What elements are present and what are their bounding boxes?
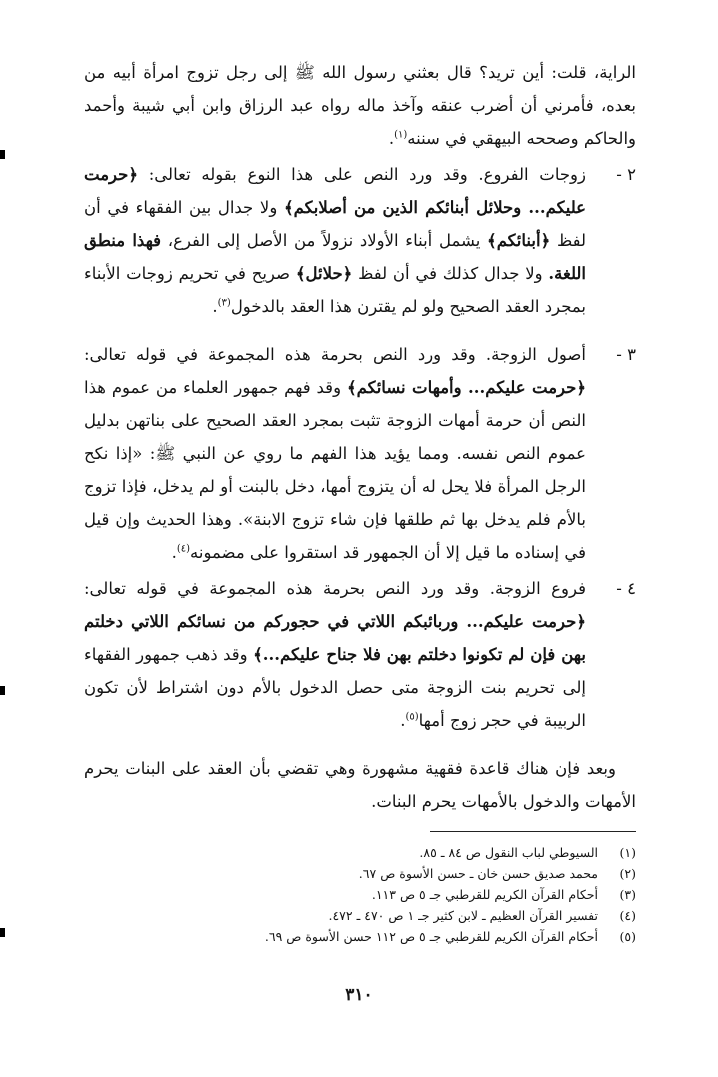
item-text: صريح في تحريم زوجات الأبناء بمجرد العقد الصحيح ولو لم يقترن هذا العقد بالدخول <box>84 264 586 316</box>
item-text: ولا جدال بين الفقهاء في أن لفظ <box>84 198 587 250</box>
item-text: يشمل أبناء الأولاد نزولاً من الأصل إلى الفرع، <box>167 231 481 250</box>
footnote-number: (٣) <box>619 887 636 902</box>
item-text: وقد ذهب جمهور الفقهاء إلى تحريم بنت الزوجة متى حصل الدخول بالأم دون اشتراط لأن تكون الربيبة في حجر زوج أمها <box>84 645 586 730</box>
scan-edge-mark <box>0 686 5 695</box>
list-item <box>84 572 636 737</box>
footnote-text: أحكام القرآن الكريم للقرطبي جـ ٥ ص ١١٢ حسن الأسوة ص ٦٩. <box>264 929 598 944</box>
quran-quote: ﴿أبنائكم﴾ <box>487 231 551 250</box>
footnote-ref: (٥) <box>405 711 419 723</box>
list-item <box>84 338 636 569</box>
item-text: زوجات الفروع. وقد ورد النص على هذا النوع بقوله تعالى: <box>148 165 586 184</box>
footnote-number: (٢) <box>619 866 636 881</box>
item-text: فروع الزوجة. وقد ورد النص بحرمة هذه المجموعة في قوله تعالى: <box>84 579 586 598</box>
quran-quote: ﴿حرمت عليكم... وحلائل أبنائكم الذين من أصلابكم﴾ <box>84 165 587 217</box>
footnote-text: السيوطي لباب النقول ص ٨٤ ـ ٨٥. <box>419 845 598 860</box>
quran-quote: ﴿حرمت عليكم... وربائبكم اللاتي في حجوركم من نسائكم اللاتي دخلتم بهن فإن لم تكونوا دخلتم بهن فلا جناح عليكم...﴾ <box>84 612 586 664</box>
closing-paragraph: وبعد فإن هناك قاعدة فقهية مشهورة وهي تقضي بأن العقد على البنات يحرم الأمهات والدخول بالأمهات يحرم البنات. <box>84 759 636 811</box>
quran-quote: ﴿حلائل﴾ <box>295 264 353 283</box>
scan-edge-mark <box>0 928 5 937</box>
item-body <box>84 338 586 569</box>
item-end: . <box>171 543 177 562</box>
footnote-text: أحكام القرآن الكريم للقرطبي جـ ٥ ص ١١٣. <box>371 887 598 902</box>
quran-quote: ﴿حرمت عليكم... وأمهات نسائكم﴾ <box>346 378 587 397</box>
footnote-ref: (٣) <box>217 297 231 309</box>
footnote-text: تفسير القرآن العظيم ـ لابن كثير جـ ١ ص ٤٧٠ ـ ٤٧٢. <box>328 908 598 923</box>
item-number: ٤ - <box>616 579 636 598</box>
item-body <box>84 572 586 737</box>
footnote-item <box>84 905 636 926</box>
item-text: وهذا الحديث وإن قيل في إسناده ما قيل إلا أن الجمهور قد استقروا على مضمونه <box>84 510 586 562</box>
item-end: . <box>400 711 406 730</box>
scan-edge-mark <box>0 150 5 159</box>
footnote-item <box>84 842 636 863</box>
footnote-item <box>84 926 636 947</box>
footnote-number: (٤) <box>619 908 636 923</box>
footnote-number: (٥) <box>619 929 636 944</box>
item-text: أصول الزوجة. وقد ورد النص بحرمة هذه المجموعة في قوله تعالى: <box>84 345 586 364</box>
emphasis-text: فهذا منطق اللغة. <box>84 231 587 283</box>
page-number: ٣١٠ <box>345 985 373 1005</box>
footnote-separator <box>430 831 636 832</box>
intro-text: الراية، قلت: أين تريد؟ قال بعثني رسول الله ﷺ إلى رجل تزوج امرأة أبيه من بعده، فأمرني أن أضرب عنقه وآخذ ماله رواه عبد الرزاق وابن أبي شيبة وأحمد والحاكم وصححه البيهقي في سننه <box>84 63 636 148</box>
footnote-ref: (٤) <box>176 543 191 555</box>
intro-paragraph: الراية، قلت: أين تريد؟ قال بعثني رسول الله ﷺ إلى رجل تزوج امرأة أبيه من بعده، فأمرني أن أضرب عنقه وآخذ ماله رواه عبد الرزاق وابن أبي شيبة وأحمد والحاكم وصححه البيهقي في سننه$^{(١)}$. <box>84 63 636 148</box>
item-number: ٣ - <box>616 345 636 364</box>
item-number: ٢ - <box>616 165 636 184</box>
item-text: ولا جدال كذلك في أن لفظ <box>358 264 543 283</box>
footnote-item <box>84 863 636 884</box>
footnotes-list <box>84 842 636 947</box>
footnote-text: محمد صديق حسن خان ـ حسن الأسوة ص ٦٧. <box>358 866 598 881</box>
list-item <box>84 158 636 323</box>
footnote-number: (١) <box>619 845 636 860</box>
item-body: زوجات الفروع. وقد ورد النص على هذا النوع بقوله تعالى: ﴿حرمت عليكم... وحلائل أبنائكم الذين من أصلابكم﴾ ولا جدال بين الفقهاء في أن لفظ ﴿أبنائكم﴾ يشمل أبناء الأولاد نزولاً من الأصل إلى الفرع، فهذا منطق اللغة. ولا جدال كذلك في أن لفظ ﴿حلائل﴾ صريح في تحريم زوجات الأبناء بمجرد العقد الصحيح ولو لم يقترن هذا العقد بالدخول$^{(٣)}$. <box>84 165 587 316</box>
footnote-item <box>84 884 636 905</box>
footnote-ref: (١) <box>394 129 408 141</box>
hadith-quote: «إذا نكح الرجل المرأة فلا يحل له أن يتزوج أمها، دخل بالبنت أو لم يدخل، فإذا تزوج بالأم فلم يدخل بها ثم طلقها فإن شاء تزوج الابنة». <box>84 444 587 529</box>
item-text: وقد فهم جمهور العلماء من عموم هذا النص أن حرمة أمهات الزوجة تثبت بمجرد العقد الصحيح على بناتهن بدليل عموم النص نفسه. ومما يؤيد هذا الفهم ما روي عن النبي ﷺ: <box>84 378 587 463</box>
